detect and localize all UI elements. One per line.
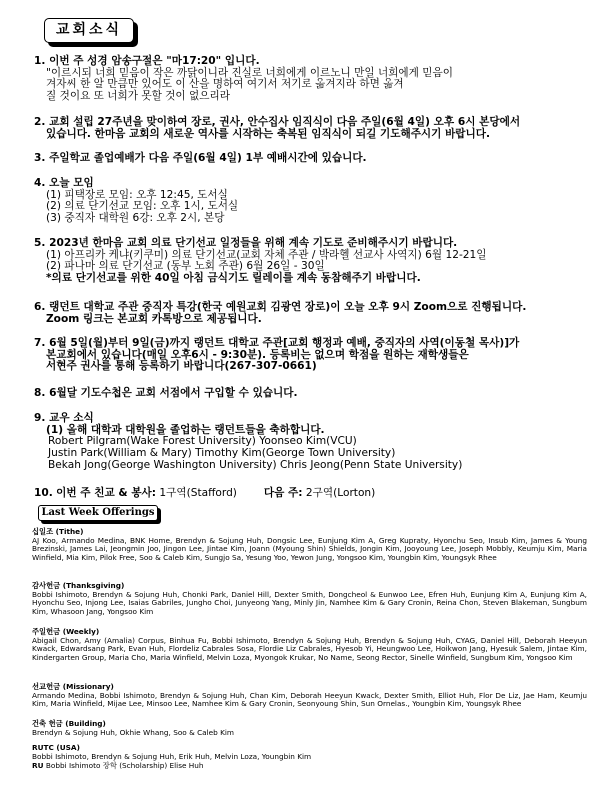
page-title: 교회소식 — [44, 18, 134, 43]
announcement-8 — [34, 388, 594, 400]
offering-names: AJ Koo, Armando Medina, BNK Home, Brendyn & Sojung Huh, Dongsic Lee, Eunjung Kim A, Greg Kupraty, Hyonchu Seo, Insub Kim, James & Young Brezinski, James Lai, Jeongmin Joo, Jingon Lee, Jintae Kim, Joann (Myoung Shin) Shields, Jongin Kim, Jooyoung Lee, Joseph Mobbly, Keumju Kim, Maria Winfield, Mia Kim, Pilok Free, Soo & Caleb Kim, Sungjo Sa, Yesung Yoo, Yewon Jung, Yongsoo Kim, Youngbin Kim, Youngsyk Rhee — [32, 535, 587, 562]
offering-names: Bobbi Ishimoto 장학 (Scholarship) Elise Huh — [45, 761, 204, 770]
announcement-6 — [34, 302, 594, 325]
verse-line-3: 질 것이요 또 너희가 못할 것이 없으리라 — [46, 89, 230, 102]
offering-missionary — [32, 683, 587, 709]
announcement-9 — [34, 413, 594, 472]
announcement-4 — [34, 178, 594, 224]
offering-names: Brendyn & Sojung Huh, Okhie Whang, Soo & Caleb Kim — [32, 727, 235, 737]
news-title-box — [44, 18, 139, 48]
offering-names: Abigail Chon, Amy (Amalia) Corpus, Binhua Fu, Bobbi Ishimoto, Brendyn & Sojung Huh, Brendyn & Sojung Huh, CYAG, Daniel Hill, Deborah Heeyun Kwack, Edwardsang Park, Evan Huh, Flordeliz Cabrales Sosa, Flordie Liz Cabrales, Hyesob Yi, Heungwoo Lee, Hoikwon Jang, Hyesuk Salem, Jintae Kim, Kindergarten Group, Maria Cho, Maria Winfield, Melvin Loza, Myongok Krukar, No Name, Seong Rector, Sinelle Winfield, Sungbum Kim, Yongsoo Kim — [32, 635, 587, 662]
item-number: 7. — [34, 337, 46, 349]
item-text: 교우 소식 — [49, 412, 94, 424]
meeting-1: (1) 피택장로 모임: 오후 12:45, 도서실 — [46, 188, 228, 201]
next-week-label: 다음 주: — [263, 487, 303, 499]
item-text: 교회 설립 27주년을 맞이하여 장로, 권사, 안수집사 임직식이 다음 주일(6월 4일) 오후 6시 본당에서 — [49, 116, 521, 128]
item-text: 랭던트 대학교 주관 중직자 특강(한국 예원교회 김광연 장로)이 오늘 오후 9시 Zoom으로 진행됩니다. — [49, 301, 527, 313]
item-number: 1. — [34, 55, 46, 67]
mission-note: *의료 단기선교를 위한 40일 아침 금식기도 릴레이를 계속 동참해주기 바랍니다. — [46, 271, 421, 284]
item-line: 있습니다. 한마음 교회의 새로운 역사를 시작하는 축복된 임직식이 되길 기도해주시기 바랍니다. — [46, 127, 491, 140]
meeting-3: (3) 중직자 대학원 6강: 오후 2시, 본당 — [46, 211, 225, 224]
item-text: 2023년 한마음 교회 의료 단기선교 일정들을 위해 계속 기도로 준비해주시기 바랍니다. — [49, 237, 458, 249]
offering-heading: 건축 헌금 (Building) — [32, 719, 106, 728]
graduate-line-1: Robert Pilgram(Wake Forest University) Yoonseo Kim(VCU) — [48, 435, 357, 448]
offering-heading: RU — [32, 761, 44, 770]
graduate-line-3: Bekah Jong(George Washington University) Chris Jeong(Penn State University) — [48, 458, 463, 471]
item-number: 10. — [34, 487, 53, 499]
item-line: Zoom 링크는 본교회 카톡방으로 제공됩니다. — [46, 312, 262, 325]
announcement-2 — [34, 117, 594, 140]
offering-names: Armando Medina, Bobbi Ishimoto, Brendyn & Sojung Huh, Chan Kim, Deborah Heeyun Kwack, Dexter Smith, Elliot Huh, Flor De Liz, Jae Ham, Keumju Kim, Maria Winfield, Mijae Lee, Minsoo Lee, Namhee Kim & Gary Cronin, Seonyoung Shin, Sun Ornelas., Youngbin Kim, Youngsyk Rhee — [32, 690, 587, 708]
item-line-1: 본교회에서 있습니다(매일 오후6시 - 9:30분). 등록비는 없으며 학점을 원하는 재학생들은 — [46, 348, 469, 361]
fellowship-label: 이번 주 친교 & 봉사: — [56, 487, 157, 499]
graduate-line-2: Justin Park(William & Mary) Timothy Kim(George Town University) — [48, 446, 396, 459]
item-number: 2. — [34, 116, 46, 128]
item-number: 4. — [34, 177, 46, 189]
offering-heading: 선교헌금 (Missionary) — [32, 682, 114, 691]
offering-names: Bobbi Ishimoto, Brendyn & Sojung Huh, Erik Huh, Melvin Loza, Youngbin Kim — [32, 751, 312, 761]
item-number: 8. — [34, 387, 46, 399]
announcement-1 — [34, 56, 594, 102]
verse-line-1: "이르시되 너희 믿음이 작은 까닭이니라 진실로 너희에게 이르노니 만일 너희에게 믿음이 — [46, 66, 453, 79]
offering-heading: RUTC (USA) — [32, 743, 80, 752]
graduation-note: (1) 올해 대학과 대학원을 졸업하는 랭던트들을 축하합니다. — [46, 423, 325, 436]
announcement-5 — [34, 238, 594, 284]
item-line-2: 서현주 권사를 통해 등록하기 바랍니다(267-307-0661) — [46, 360, 317, 373]
offering-rutc — [32, 744, 587, 761]
offering-heading: 감사헌금 (Thanksgiving) — [32, 581, 125, 590]
item-number: 5. — [34, 237, 46, 249]
mission-2: (2) 파나마 의료 단기선교 (동부 노회 주관) 6월 26일 - 30일 — [46, 260, 325, 273]
offering-building — [32, 720, 587, 737]
meeting-2: (2) 의료 단기선교 모임: 오후 1시, 도서실 — [46, 200, 239, 213]
item-text: 6월달 기도수첩은 교회 서점에서 구입할 수 있습니다. — [49, 387, 298, 399]
offering-heading: 주일헌금 (Weekly) — [32, 627, 100, 636]
item-text: 주일학교 졸업예배가 다음 주일(6월 4일) 1부 예배시간에 있습니다. — [49, 152, 367, 164]
item-text: 6월 5일(월)부터 9일(금)까지 랭던트 대학교 주관[교회 행정과 예배, 중직자의 사역(이동철 목사)]가 — [49, 337, 520, 349]
offering-ru — [32, 762, 587, 771]
mission-1: (1) 아프리카 케냐(키쿠미) 의료 단기선교(교회 자체 주관 / 박라헬 선교사 사역지) 6월 12-21일 — [46, 248, 487, 261]
next-week-group: 2구역(Lorton) — [305, 487, 376, 499]
item-number: 9. — [34, 412, 46, 424]
offering-thanksgiving — [32, 582, 587, 616]
offering-weekly — [32, 628, 587, 662]
item-text: 이번 주 성경 암송구절은 "마17:20" 입니다. — [49, 55, 260, 67]
item-text: 오늘 모임 — [49, 177, 94, 189]
last-week-offerings-title: Last Week Offerings — [38, 505, 158, 521]
announcement-3 — [34, 153, 594, 165]
announcement-7 — [34, 338, 594, 373]
item-number: 6. — [34, 301, 46, 313]
verse-line-2: 겨자씨 한 알 만큼만 있어도 이 산을 명하여 여기서 저기로 옮겨지라 하면 옮겨 — [46, 78, 404, 91]
announcement-10 — [34, 488, 594, 500]
last-week-offerings-box — [38, 505, 162, 525]
offering-names: Bobbi Ishimoto, Brendyn & Sojung Huh, Chonki Park, Daniel Hill, Dexter Smith, Dongcheol & Eunwoo Lee, Efren Huh, Eunjung Kim A, Eunjung Kim A, Hyonchu Seo, Injong Lee, Isaias Gabriles, Jungho Choi, Junyeong Yang, Minly Jin, Namhee Kim & Gary Cronin, Reina Chon, Steven Blakeman, Sungbum Kim, Whasoon Jang, Yongsoo Kim — [32, 589, 587, 616]
item-number: 3. — [34, 152, 46, 164]
offering-tithe — [32, 528, 587, 562]
offering-heading: 십일조 (Tithe) — [32, 527, 84, 536]
this-week-group: 1구역(Stafford) — [159, 487, 237, 499]
